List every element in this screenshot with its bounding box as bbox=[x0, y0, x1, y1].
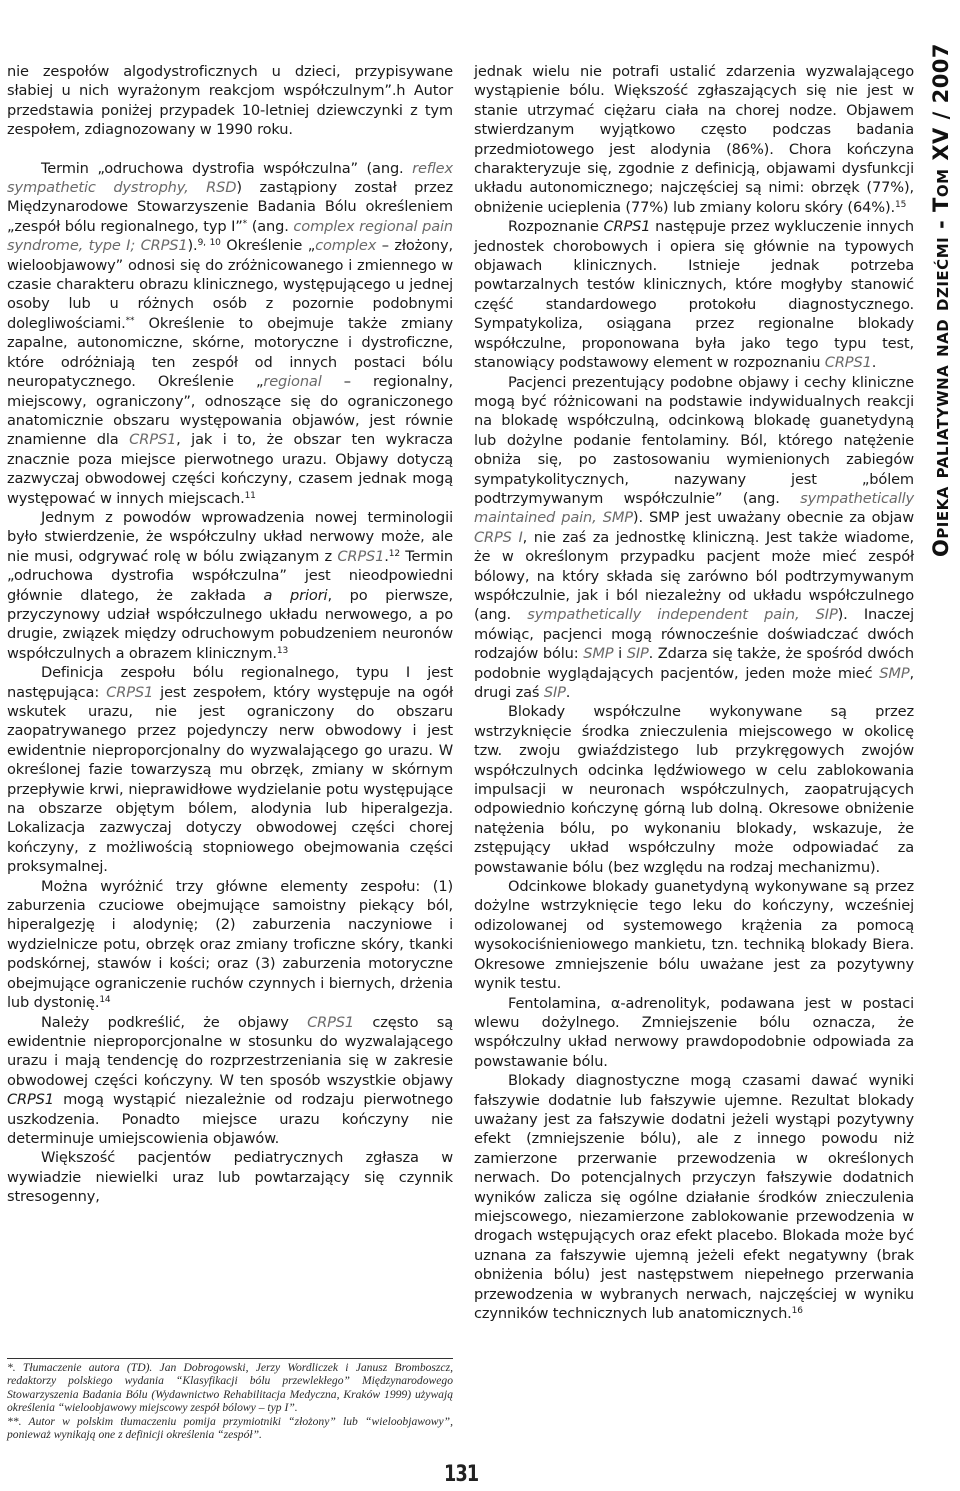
paragraph: Blokady diagnostyczne mogą czasami dawać wyniki fałszywie dodatnie lub fałszywie ujemne. Rezultat blokady uważany jest za fałszywie dodatni jeżeli wystąpi pozytywny efekt (zmniejszenie bólu), ale z innego powodu niż zamierzone przerwanie przewodzenia w określonych nerwach. Do potencjalnych przyczyn fałszywie dodatnich wyników zalicza się ogólne działanie środków znieczulenia miejscowego, niezamierzone zablokowanie przewodzenia w drogach wstępujących oraz efekt placebo. Blokada może być uznana za fałszywie ujemną jeżeli efekt negatywny (brak obniżenia bólu) jest następstwem niepełnego przerwania przewodzenia w wybranych nerwach, najczęściej w wyniku czynników technicznych lub anatomicznych.$^{16}$ bbox=[474, 1072, 914, 1322]
paragraph: Blokady współczulne wykonywane są przez wstrzyknięcie środka znieczulenia miejscowego w okolicę tzw. zwoju gwiaździstego lub przykręgowych zwojów współczulnych odcinka lędźwiowego w celu zablokowania impulsacji w neuronach współczulnych, zaopatrujących odpowiednio kończynę górną lub dolną. Okresowe obniżenie natężenia bólu, po wykonaniu blokady, wskazuje, że zstępujący układ współczulny może odpowiadać za powstawanie bólu (bez względu na rodzaj mechanizmu). bbox=[474, 703, 914, 876]
term-english: complex regional pain syndrome, type I; CRPS1 bbox=[7, 217, 453, 255]
paragraph: Definicja zespołu bólu regionalnego, typu I jest następująca: CRPS1 jest zespołem, który występuje na ogół wskutek urazu, nie jest ograniczony do obszaru zaopatrywanego przez pojedynczy nerw obwodowy i jest ewidentnie nieproporcjonalny do wyzwalającego go urazu. W określonej fazie towarzyszą mu obrzęk, zmiany w skórnym przepływie krwi, nieprawidłowe wydzielanie potu występujące na obszarze objętym bólem, alodynia lub hiperalgezja. Lokalizacja zazwyczaj dotyczy obwodowej części chorej kończyny, z możliwością stopniowego obejmowania części proksymalnej. bbox=[7, 664, 453, 876]
reference-marker: 15 bbox=[895, 199, 907, 210]
paragraph: Pacjenci prezentujący podobne objawy i cechy kliniczne mogą być różnicowani na podstawie indywidualnych reakcji na blokadę współczulną, odcinkową blokadę guanetydyną lub dożylne podanie fentolaminy. Ból, którego natężenie obniża się, po zastosowaniu wymienionych zabiegów sympatykolitycznych, nazywany jest „bólem podtrzymywanym współczulnie” (ang. sympathetically maintained pain, SMP). SMP jest uważany obecnie za objaw CRPS I, nie zaś za jednostkę kliniczną. Jest także wiadome, że w określonym przypadku pacjent może mieć zespół bólowy, na który składa się zarówno ból podtrzymywanym współczulnie, jak i ból niezależny od układu współczulnego (ang. sympathetically independent pain, SIP). Inaczej mówiąc, pacjenci mogą równocześnie doświadczać dwóch rodzajów bólu: SMP i SIP. Zdarza się także, że spośród dwóch podobnie wyglądających pacjentów, jeden może mieć SMP, drugi zaś SIP. bbox=[474, 373, 915, 701]
term-english: regional bbox=[263, 373, 322, 391]
reference-marker: 14 bbox=[99, 995, 111, 1006]
paragraph: Można wyróżnić trzy główne elementy zespołu: (1) zaburzenia czuciowe obejmujące samoistny piekący ból, hiperalgezję i alodynię; (2) zaburzenia naczyniowe i wydzielnicze potu, obrzęk oraz zmiany troficzne skóry, tkanki podskórnej, stawów i kości; oraz (3) zaburzenia motoryczne obejmujące ograniczenie ruchów czynnych i biernych, drżenia lub dystonię.$^{14}$ bbox=[7, 877, 453, 1012]
latin-phrase: a priori bbox=[263, 586, 328, 604]
term-abbrev: CRPS1 bbox=[106, 683, 154, 701]
term-english: complex bbox=[315, 237, 377, 255]
term-english: sympathetically maintained pain, SMP bbox=[474, 489, 914, 527]
paragraph: nie zespołów algodystroficznych u dzieci, przypisywane słabiej u nich wyrażonym reakcjom współczulnym”.h Autor przedstawia poniżej przypadek 10-letniej dziewczynki z tym zespołem, zdiagnozowany w 1990 roku. bbox=[7, 63, 453, 139]
paragraph: Termin „odruchowa dystrofia współczulna” (ang. reflex sympathetic dystrophy, RSD) zastąpiony został przez Międzynarodowe Stowarzyszenie Badania Bólu określeniem „zespół bólu regionalnego, typ I”* (ang. complex regional pain syndrome, type I; CRPS1).$^{9, 10}$ Określenie „complex – złożony, wieloobjawowy” odnosi się do zróżnicowanego i zmiennego w czasie charakteru obrazu klinicznego, występującego u jednej osoby lub u różnych osób z pozornie podobnymi dolegliwościami.** Określenie to obejmuje także zmiany zapalne, autonomiczne, skórne, motoryczne i dystroficzne, które odróżniają ten zespół od innych postaci bólu neuropatycznego. Określenie „regional – regionalny, miejscowy, ograniczony”, odnoszące się do ograniczonego anatomicznie obszaru występowania objawów, jest równie znamienne dla CRPS1, jak i to, że obszar ten wykracza znacznie poza miejsce pierwotnego urazu. Objawy dotyczą zazwyczaj obwodowej części kończyny, czasem jednak mogą występować w innych miejscach.$^{11}$ bbox=[7, 159, 454, 507]
paragraph: Rozpoznanie CRPS1 następuje przez wykluczenie innych jednostek chorobowych i opiera się głównie na typowych objawach klinicznych. Istnieje jednak potrzeba powtarzalnych testów klinicznych, które mogłyby stanowić część standardowego protokołu diagnostycznego. Sympatykoliza, osiągana przez regionalne blokady współczulne, proponowana była jako tego typu test, stanowiący podstawowy element w rozpoznaniu CRPS1. bbox=[474, 218, 914, 372]
term-abbrev: CRPS1 bbox=[7, 1091, 54, 1109]
term-abbrev: CRPS1 bbox=[603, 218, 651, 236]
left-column bbox=[7, 62, 453, 1207]
paragraph: jednak wielu nie potrafi ustalić zdarzenia wyzwalającego wystąpienie bólu. Większość zgłaszających się nie jest w stanie utrzymać ciężaru ciała na chorej nodze. Objawem stwierdzanym wyjątkowo często podczas badania przedmiotowego jest alodynia (86%). Chora kończyna charakteryzuje się, zgodnie z definicją, objawami dysfunkcji układu autonomicznego; najczęściej są nimi: obrzęk (77%), obniżenie ucieplenia (77%) lub zmiany koloru skóry (64%).$^{15}$ bbox=[474, 63, 914, 216]
term-abbrev: SIP bbox=[626, 645, 649, 663]
right-column bbox=[474, 62, 914, 1323]
paragraph: Większość pacjentów pediatrycznych zgłasza w wywiadzie niewielki uraz lub powtarzający się czynnik stresogenny, bbox=[7, 1149, 453, 1206]
reference-marker: 12 bbox=[388, 548, 400, 559]
paragraph: Jednym z powodów wprowadzenia nowej terminologii było stwierdzenie, że współczulny układ nerwowy może, ale nie musi, odgrywać rolę w bólu związanym z CRPS1.12 Termin „odruchowa dystrofia współczulna” jest nieodpowiedni głównie dlatego, że zakłada a priori, po pierwsze, przyczynowy udział współczulnego układu nerwowego, a po drugie, związek między odruchowym pobudzeniem neuronów współczulnych a obrazem klinicznym.$^{13}$ bbox=[7, 508, 454, 662]
footnote-marker: * bbox=[242, 218, 248, 229]
term-abbrev: SIP bbox=[543, 684, 566, 701]
paragraph: Odcinkowe blokady guanetydyną wykonywane są przez dożylne wstrzyknięcie tego leku do kończyny, wcześniej odizolowanej od systemowego krążenia za pomocą wysokociśnieniowego mankietu, tzn. techniką blokady Biera. Okresowe zmniejszenie bólu uważane jest za pozytywny wynik testu. bbox=[474, 878, 914, 993]
reference-marker: 13 bbox=[276, 645, 289, 656]
footnote-marker: ** bbox=[125, 315, 135, 326]
reference-marker: 9, 10 bbox=[197, 238, 221, 249]
term-abbrev: CRPS I bbox=[474, 528, 523, 546]
term-abbrev: CRPS1 bbox=[307, 1013, 355, 1031]
term-abbrev: SMP bbox=[583, 645, 614, 663]
paragraph: Fentolamina, α-adrenolityk, podawana jest w postaci wlewu dożylnego. Zmniejszenie bólu oznacza, że współczulny układ nerwowy prawdopodobnie odpowiada za powstawanie bólu. bbox=[474, 994, 914, 1070]
footnote: **. Autor w polskim tłumaczeniu pomija przymiotniki “złożony” lub “wieloobjawowy”, ponieważ wynikają one z definicji określenia “zespół”. bbox=[7, 1414, 453, 1442]
footnote: *. Tłumaczenie autora (TD). Jan Dobrogowski, Jerzy Wordliczek i Janusz Bromboszcz, redaktorzy polskiego wydania “Klasyfikacji bólu przewlekłego” Międzynarodowego Stowarzyszenia Badania Bólu (Wydawnictwo Rehabilitacja Medyczna, Kraków 1999) używają określenia “wieloobjawowy miejscowy zespół bólowy – typ I”. bbox=[7, 1361, 453, 1415]
term-english: sympathetically independent pain, SIP bbox=[527, 606, 838, 624]
term-abbrev: CRPS1 bbox=[129, 431, 177, 449]
term-abbrev: CRPS1 bbox=[824, 354, 872, 372]
footnotes bbox=[7, 1361, 453, 1441]
term-abbrev: CRPS1 bbox=[337, 547, 385, 565]
footnote-rule bbox=[7, 1358, 453, 1359]
term-abbrev: SMP bbox=[879, 664, 910, 682]
reference-marker: 11 bbox=[244, 490, 256, 501]
page-number: 131 bbox=[444, 1462, 479, 1487]
term-english: reflex sympathetic dystrophy, RSD bbox=[7, 159, 453, 197]
reference-marker: 16 bbox=[791, 1306, 803, 1316]
journal-title: Opieka paliatywna nad dziećmi - Tom XV / 2007 bbox=[929, 42, 953, 558]
paragraph: Należy podkreślić, że objawy CRPS1 często są ewidentnie nieproporcjonalne w stosunku do wyzwalającego urazu i mają tendencję do rozprzestrzeniania się w zakresie obwodowej części kończyny. W ten sposób wszystkie objawy CRPS1 mogą wystąpić niezależnie od rodzaju pierwotnego uszkodzenia. Ponadto miejsce urazu kończyny nie determinuje umiejscowienia objawów. bbox=[7, 1013, 453, 1147]
